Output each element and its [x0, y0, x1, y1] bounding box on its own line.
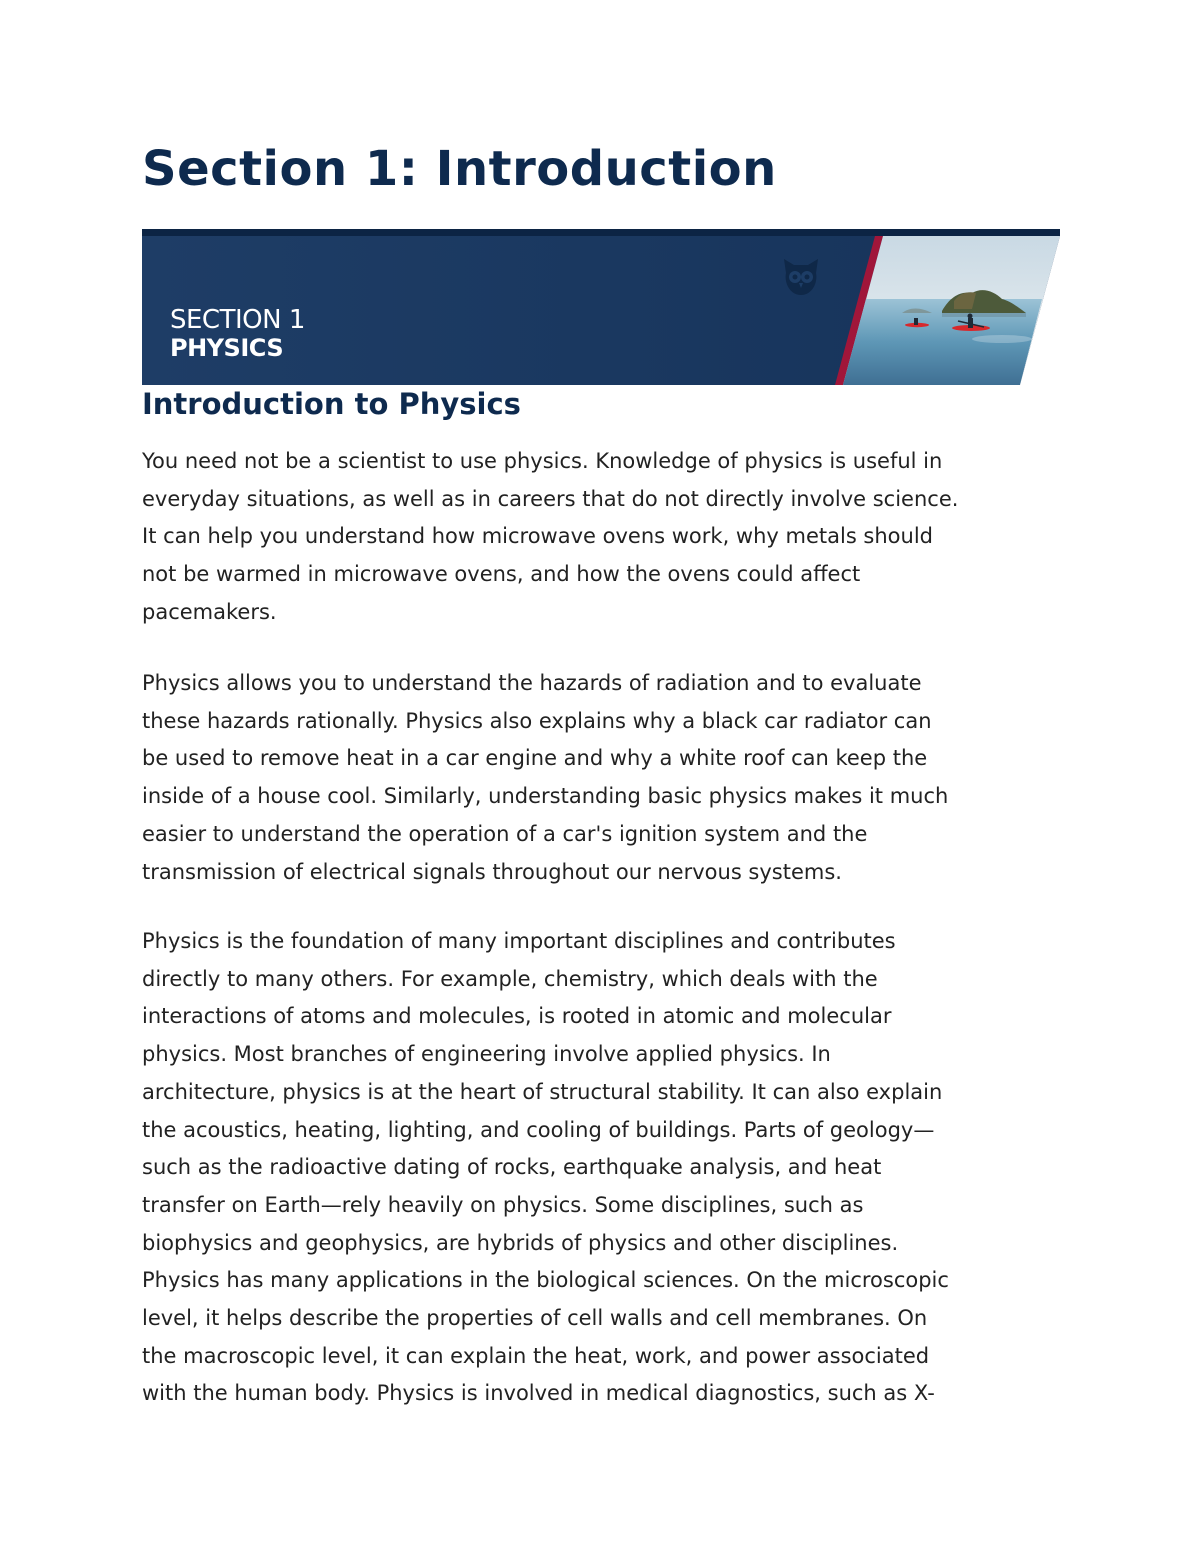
text-line: pacemakers. — [142, 599, 277, 624]
text-line: these hazards rationally. Physics also explains why a black car radiator can — [142, 708, 932, 733]
text-line: inside of a house cool. Similarly, understanding basic physics makes it much — [142, 784, 949, 809]
banner-subject-label: PHYSICS — [170, 334, 284, 362]
banner-section-label: SECTION 1 — [170, 305, 305, 335]
text-line: the macroscopic level, it can explain the heat, work, and power associated — [142, 1343, 930, 1368]
paragraph-2 — [142, 665, 1060, 891]
text-line: such as the radioactive dating of rocks, earthquake analysis, and heat — [142, 1155, 882, 1180]
text-line: easier to understand the operation of a car's ignition system and the — [142, 821, 868, 846]
text-line: be used to remove heat in a car engine and why a white roof can keep the — [142, 746, 928, 771]
text-line: You need not be a scientist to use physics. Knowledge of physics is useful in — [142, 449, 943, 473]
text-line: interactions of atoms and molecules, is rooted in atomic and molecular — [142, 1004, 892, 1029]
text-line: Physics allows you to understand the hazards of radiation and to evaluate — [142, 671, 922, 695]
text-line: transmission of electrical signals throughout our nervous systems. — [142, 859, 842, 884]
text-line: biophysics and geophysics, are hybrids of physics and other disciplines. — [142, 1230, 899, 1255]
section-banner — [142, 229, 1060, 385]
paragraph-3 — [142, 923, 1060, 1413]
text-line: level, it helps describe the properties of cell walls and cell membranes. On — [142, 1306, 928, 1331]
section-heading: Section 1: Introduction — [142, 141, 777, 197]
text-line: Physics has many applications in the biological sciences. On the microscopic — [142, 1268, 949, 1293]
text-line: not be warmed in microwave ovens, and how the ovens could affect — [142, 562, 861, 587]
subheading: Introduction to Physics — [142, 387, 521, 421]
text-line: the acoustics, heating, lighting, and cooling of buildings. Parts of geology— — [142, 1117, 935, 1142]
banner-top-stripe — [142, 229, 1060, 236]
text-line: Physics is the foundation of many important disciplines and contributes — [142, 929, 896, 953]
text-line: directly to many others. For example, chemistry, which deals with the — [142, 966, 878, 991]
text-line: architecture, physics is at the heart of structural stability. It can also explain — [142, 1079, 943, 1104]
text-line: everyday situations, as well as in careers that do not directly involve science. — [142, 486, 959, 511]
paragraph-1 — [142, 443, 1060, 632]
text-line: transfer on Earth—rely heavily on physics. Some disciplines, such as — [142, 1192, 864, 1217]
text-line: physics. Most branches of engineering involve applied physics. In — [142, 1042, 831, 1067]
text-line: It can help you understand how microwave ovens work, why metals should — [142, 524, 934, 549]
text-line: with the human body. Physics is involved in medical diagnostics, such as X- — [142, 1381, 935, 1406]
